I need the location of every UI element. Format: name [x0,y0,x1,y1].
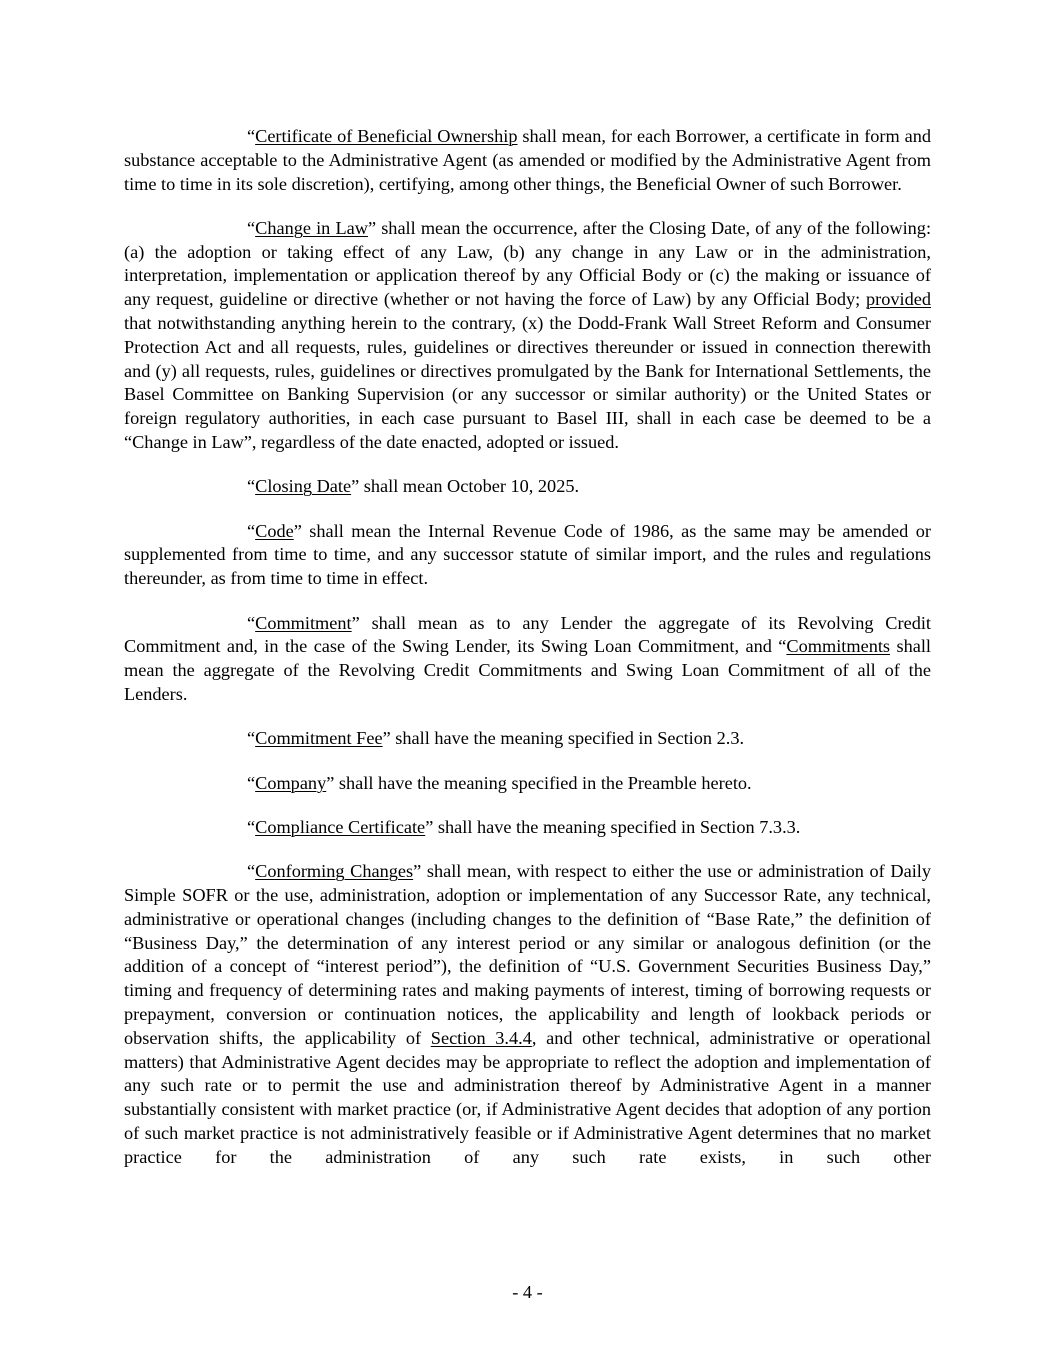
defined-term: Code [255,520,294,541]
defined-term: Commitment [255,612,352,633]
defined-term: Commitments [786,636,891,657]
defined-term: Compliance Certificate [255,816,426,837]
definition-commitment: “Commitment” shall mean as to any Lender the aggregate of its Revolving Credit Commitment and, in the case of the Swing Lender, its Swing Loan Commitment, and “Commitments shall mean the aggregate of the Revolving Credit Commitments and Swing Loan Commitment of all of the Lenders. [124,612,931,704]
definition-closing-date: “Closing Date” shall mean October 10, 2025. [247,476,580,497]
document-body [124,125,931,1190]
definition-conforming-changes: “Conforming Changes” shall mean, with respect to either the use or administration of Daily Simple SOFR or the use, administration, adoption or implementation of any Successor Rate, any technical, administrative or operational changes (including changes to the definition of “Base Rate,” the definition of “Business Day,” the determination of any interest period or any similar or analogous definition (or the addition of a concept of “interest period”), the definition of “U.S. Government Securities Business Day,” timing and frequency of determining rates and making payments of interest, timing of borrowing requests or prepayment, conversion or continuation notices, the applicability and length of lookback periods or observation shifts, the applicability of Section 3.4.4, and other technical, administrative or operational matters) that Administrative Agent decides may be appropriate to reflect the adoption and implementation of any such rate or to permit the use and administration thereof by Administrative Agent in a manner substantially consistent with market practice (or, if Administrative Agent decides that adoption of any portion of such market practice is not administratively feasible or if Administrative Agent determines that no market practice for the administration of any such rate exists, in such other [124,861,931,1167]
definition-change-in-law: “Change in Law” shall mean the occurrence, after the Closing Date, of any of the following: (a) the adoption or taking effect of any Law, (b) any change in any Law or in the administration, interpretation, implementation or application thereof by any Official Body or (c) the making or issuance of any request, guideline or directive (whether or not having the force of Law) by any Official Body; provided that notwithstanding anything herein to the contrary, (x) the Dodd-Frank Wall Street Reform and Consumer Protection Act and all requests, rules, guidelines or directives thereunder or issued in connection therewith and (y) all requests, rules, guidelines or directives promulgated by the Bank for International Settlements, the Basel Committee on Banking Supervision (or any successor or similar authority) or the United States or foreign regulatory authorities, in each case pursuant to Basel III, shall in each case be deemed to be a “Change in Law”, regardless of the date enacted, adopted or issued. [124,217,932,453]
section-reference: Section 3.4.4 [430,1027,532,1048]
definition-company: “Company” shall have the meaning specified in the Preamble hereto. [247,772,752,793]
defined-term: Company [255,772,327,793]
defined-term: Closing Date [255,476,352,497]
defined-term: Conforming Changes [255,861,414,882]
proviso-term: provided [866,289,931,310]
definition-certificate-of-beneficial-ownership: “Certificate of Beneficial Ownership shall mean, for each Borrower, a certificate in form and substance acceptable to the Administrative Agent (as amended or modified by the Administrative Agent from time to time in its sole discretion), certifying, among other things, the Beneficial Owner of such Borrower. [124,126,932,194]
definition-compliance-certificate: “Compliance Certificate” shall have the meaning specified in Section 7.3.3. [247,816,801,837]
defined-term: Commitment Fee [255,728,383,749]
defined-term: Certificate of Beneficial Ownership [255,126,518,146]
page-number: - 4 - [512,1282,543,1302]
definition-commitment-fee: “Commitment Fee” shall have the meaning specified in Section 2.3. [247,728,745,749]
defined-term: Change in Law [255,217,368,238]
definition-code: “Code” shall mean the Internal Revenue Code of 1986, as the same may be amended or supplemented from time to time, and any successor statute of similar import, and the rules and regulations thereunder, as from time to time in effect. [124,520,931,589]
